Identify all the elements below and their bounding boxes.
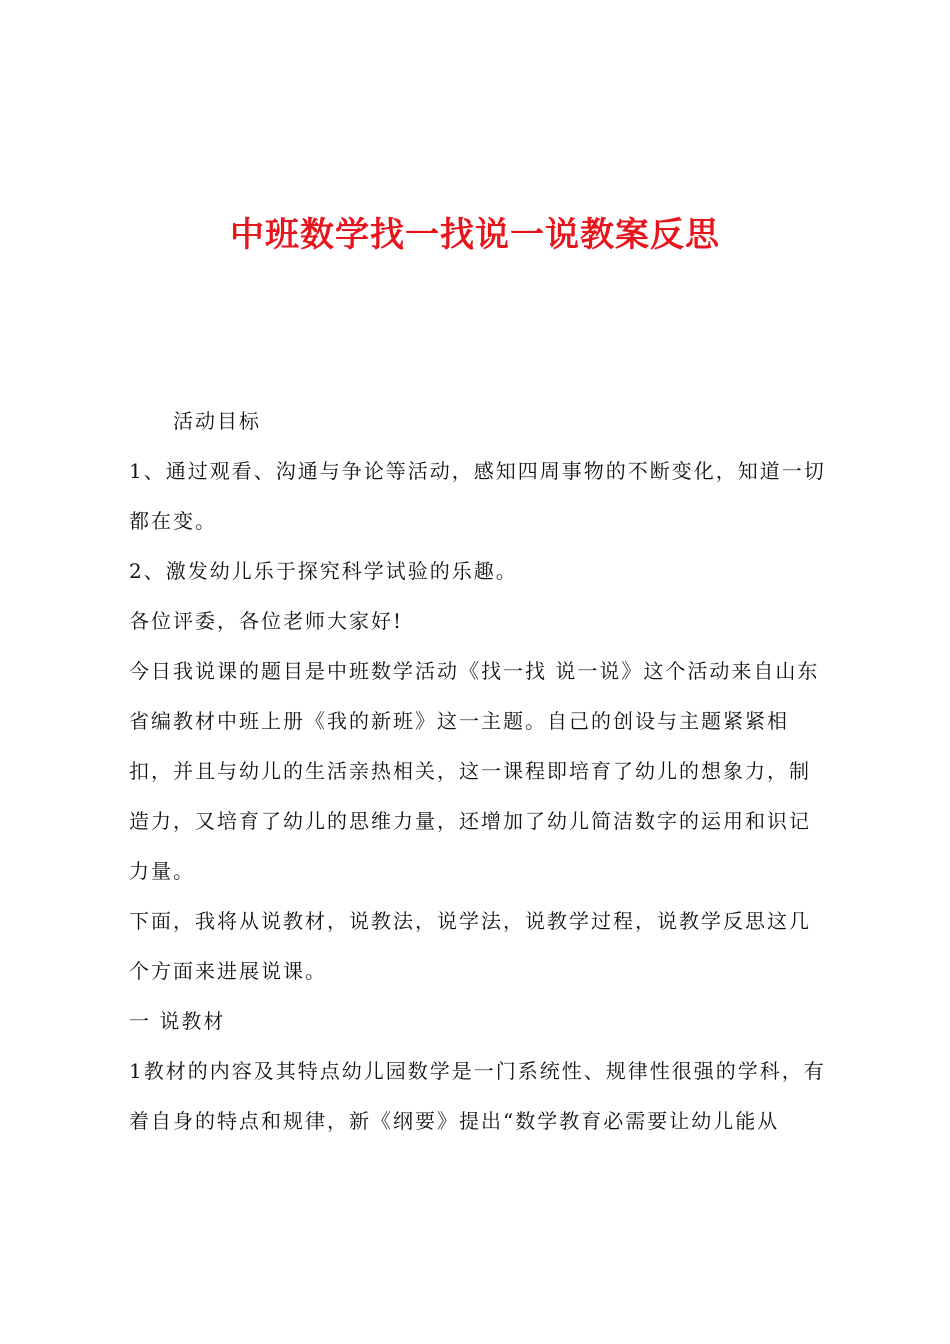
paragraph-outline: 下面，我将从说教材，说教法，说学法，说教学过程，说教学反思这几个方面来进展说课。 (129, 909, 811, 983)
document-body (129, 396, 829, 1146)
paragraph-goal-1: 1、通过观看、沟通与争论等活动，感知四周事物的不断变化，知道一切都在变。 (129, 459, 826, 533)
paragraph-topic-intro: 今日我说课的题目是中班数学活动《找一找 说一说》这个活动来自山东省编教材中班上册《我的新班》这一主题。自己的创设与主题紧紧相扣，并且与幼儿的生活亲热相关，这一课程即培育了幼儿的想象力，制造力，又培育了幼儿的思维力量，还增加了幼儿简洁数字的运用和识记力量。 (129, 659, 820, 883)
paragraph-goal-2: 2、激发幼儿乐于探究科学试验的乐趣。 (129, 559, 518, 583)
section-heading-teaching-material: 一 说教材 (129, 1009, 226, 1033)
document-title: 中班数学找一找说一说教案反思 (230, 215, 720, 255)
paragraph-greeting: 各位评委，各位老师大家好! (129, 609, 404, 633)
paragraph-material-content: 1教材的内容及其特点幼儿园数学是一门系统性、规律性很强的学科，有着自身的特点和规律，新《纲要》提出“数学教育必需要让幼儿能从 (129, 1059, 826, 1133)
section-heading-activity-goals: 活动目标 (173, 409, 261, 433)
